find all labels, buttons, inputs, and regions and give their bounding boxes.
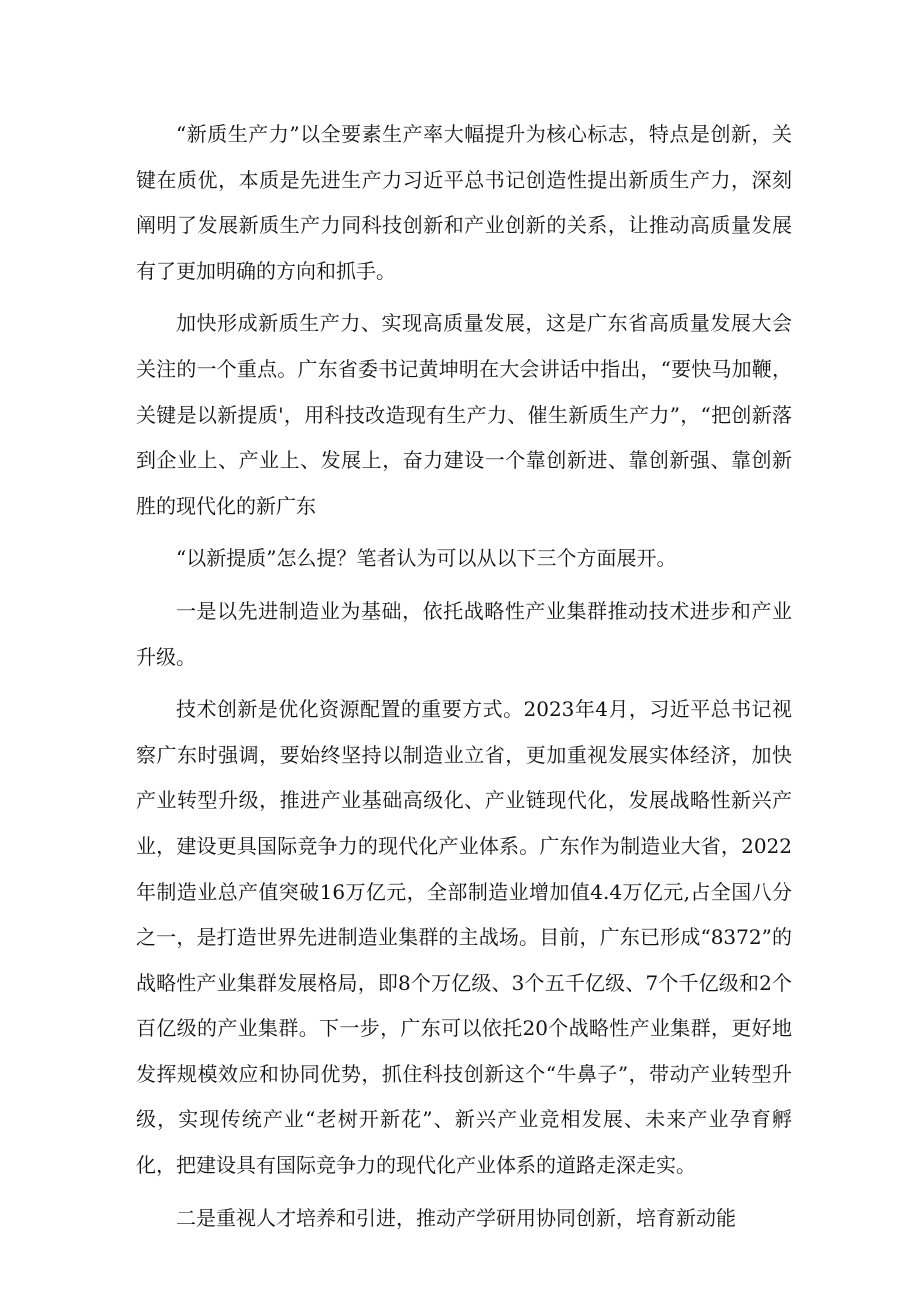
paragraph-point-one: 一是以先进制造业为基础，依托战略性产业集群推动技术进步和产业升级。	[136, 598, 792, 669]
paragraph-new-quality-productivity: “新质生产力”以全要素生产率大幅提升为核心标志，特点是创新，关键在质优，本质是先进生产力习近平总书记创造性提出新质生产力，深刻阐明了发展新质生产力同科技创新和产业创新的关系，让推动高质量发展有了更加明确的方向和抓手。	[136, 122, 792, 283]
paragraph-question: “以新提质”怎么提？笔者认为可以从以下三个方面展开。	[176, 546, 677, 571]
paragraph-technology-innovation: 技术创新是优化资源配置的重要方式。2023年4月，习近平总书记视察广东时强调，要始终坚持以制造业立省，更加重视发展实体经济，加快产业转型升级，推进产业基础高级化、产业链现代化，发展战略性新兴产业，建设更具国际竞争力的现代化产业体系。广东作为制造业大省，2022年制造业总产值突破16万亿元，全部制造业增加值4.4万亿元,占全国八分之一，是打造世界先进制造业集群的主战场。目前，广东已形成“8372”的战略性产业集群发展格局，即8个万亿级、3个五千亿级、7个千亿级和2个百亿级的产业集群。下一步，广东可以依托20个战略性产业集群，更好地发挥规模效应和协同优势，抓住科技创新这个“牛鼻子”，带动产业转型升级，实现传统产业“老树开新花”、新兴产业竞相发展、未来产业孕育孵化，把建设具有国际竞争力的现代化产业体系的道路走深走实。	[136, 697, 792, 1178]
document-body	[136, 112, 792, 1241]
paragraph-point-two: 二是重视人才培养和引进，推动产学研用协同创新，培育新动能	[176, 1205, 736, 1230]
paragraph-guangdong-conference: 加快形成新质生产力、实现高质量发展，这是广东省高质量发展大会关注的一个重点。广东省委书记黄坤明在大会讲话中指出，“要快马加鞭，关键是以新提质'，用科技改造现有生产力、催生新质生产力”，“把创新落到企业上、产业上、发展上，奋力建设一个靠创新进、靠创新强、靠创新胜的现代化的新广东	[136, 311, 792, 518]
